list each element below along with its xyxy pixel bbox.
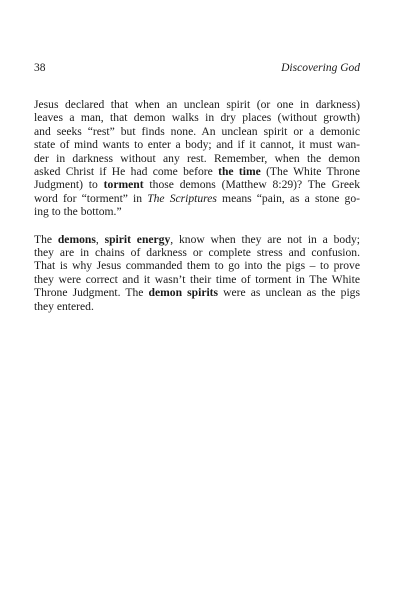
text-line: they entered. bbox=[34, 299, 94, 313]
page-number: 38 bbox=[34, 62, 46, 74]
text-run: word for “torment” in bbox=[34, 191, 148, 205]
text-line bbox=[34, 233, 360, 246]
text-run: asked Christ if He had come before bbox=[34, 165, 219, 179]
paragraph-2 bbox=[34, 233, 360, 313]
text-line bbox=[34, 165, 360, 178]
text-line: they were correct and it wasn’t their time of torment in The White bbox=[34, 272, 360, 286]
emphasis-demon-spirits: demon spirits bbox=[148, 286, 219, 300]
body-text bbox=[34, 98, 360, 327]
text-run: Throne Judgment. The bbox=[34, 286, 149, 300]
text-run: , bbox=[95, 232, 105, 246]
text-line: der in darkness without any rest. Remember, when the demon bbox=[34, 151, 360, 165]
title-the-scriptures: The Scriptures bbox=[147, 191, 217, 205]
text-line bbox=[34, 286, 360, 299]
text-run: Judgment) to bbox=[34, 178, 104, 192]
running-header bbox=[34, 60, 360, 76]
emphasis-spirit-energy: spirit energy bbox=[104, 232, 171, 246]
text-line: ing to the bottom.” bbox=[34, 205, 122, 219]
emphasis-demons: demons bbox=[57, 232, 96, 246]
text-run: (The White Throne bbox=[260, 165, 360, 179]
text-line: leaves a man, that demon walks in dry places (without growth) bbox=[34, 111, 360, 125]
emphasis-the-time: the time bbox=[218, 165, 261, 179]
text-line: they are in chains of darkness or complete stress and confusion. bbox=[34, 246, 360, 260]
text-line: and seeks “rest” but finds none. An unclean spirit or a demonic bbox=[34, 124, 360, 138]
text-run: , know when they are not in a body; bbox=[170, 232, 361, 246]
text-line: That is why Jesus commanded them to go into the pigs – to prove bbox=[34, 259, 360, 273]
emphasis-torment: torment bbox=[103, 178, 144, 192]
text-line: Jesus declared that when an unclean spirit (or one in darkness) bbox=[34, 98, 360, 111]
text-line bbox=[34, 192, 360, 205]
book-title: Discovering God bbox=[281, 62, 360, 74]
text-run: The bbox=[34, 232, 58, 246]
text-line: state of mind wants to enter a body; and if it cannot, it must wan- bbox=[34, 138, 360, 152]
text-run: those demons (Matthew 8:29)? The Greek bbox=[143, 178, 360, 192]
text-run: means “pain, as a stone go- bbox=[216, 191, 360, 205]
text-run: were as unclean as the pigs bbox=[218, 286, 360, 300]
paragraph-1 bbox=[34, 98, 360, 219]
text-line bbox=[34, 178, 360, 191]
